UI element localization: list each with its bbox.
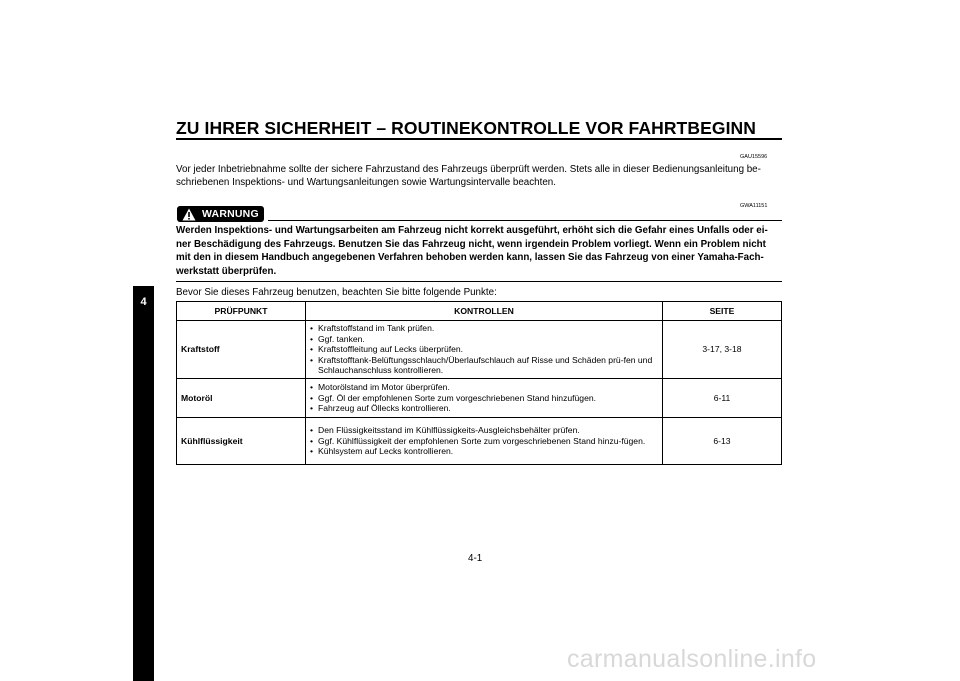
list-item: • Fahrzeug auf Öllecks kontrollieren. (310, 403, 658, 414)
check-controls (306, 378, 663, 417)
list-item: • Kraftstofftank-Belüftungsschlauch/Überlaufschlauch auf Risse und Schäden prü-fen und Schlauchanschluss kontrollieren. (310, 355, 658, 376)
list-item: • Ggf. Kühlflüssigkeit der empfohlenen Sorte zum vorgeschriebenen Stand hinzu-fügen. (310, 436, 658, 447)
intro-code: GAU15596 (740, 154, 768, 160)
table-row (177, 321, 782, 379)
warning-rule-bottom (176, 281, 782, 282)
warning-code: GWA11151 (740, 203, 768, 209)
table-row (177, 417, 782, 464)
warning-triangle-icon (182, 208, 196, 221)
intro-paragraph: Vor jeder Inbetriebnahme sollte der sichere Fahrzustand des Fahrzeugs überprüft werden. Stets alle in dieser Bedienungsanleitung be-schriebenen Inspektions- und Wartungsanleitungen sowie Wartungsintervalle beachten. (176, 164, 761, 188)
warning-text: Werden Inspektions- und Wartungsarbeiten am Fahrzeug nicht korrekt ausgeführt, erhöht sich die Gefahr eines Unfalls oder ei-ner Beschädigung des Fahrzeugs. Benutzen Sie das Fahrzeug nicht, wenn irgendein Problem vorliegt. Wenn ein Problem nicht mit den in diesem Handbuch angegebenen Verfahren behoben werden kann, lassen Sie das Fahrzeug von einer Yamaha-Fach-werkstatt überprüfen. (176, 225, 768, 277)
warning-badge (177, 206, 264, 222)
check-item: Kühlflüssigkeit (177, 417, 306, 464)
table-header-row (177, 302, 782, 321)
chapter-tab: 4 (133, 286, 154, 681)
table-row (177, 378, 782, 417)
checklist-table (176, 301, 782, 465)
check-item: Motoröl (177, 378, 306, 417)
list-item: • Kraftstoffstand im Tank prüfen. (310, 323, 658, 334)
check-controls (306, 321, 663, 379)
page-title: ZU IHRER SICHERHEIT – ROUTINEKONTROLLE VOR FAHRTBEGINN (176, 118, 757, 138)
check-controls (306, 417, 663, 464)
page-number: 4-1 (468, 553, 483, 564)
check-page: 6-11 (663, 378, 782, 417)
title-rule (176, 138, 782, 140)
warning-label: WARNUNG (202, 208, 259, 220)
list-item: • Ggf. Öl der empfohlenen Sorte zum vorgeschriebenen Stand hinzufügen. (310, 393, 658, 404)
list-item: • Motorölstand im Motor überprüfen. (310, 382, 658, 393)
warning-rule-top (268, 220, 782, 221)
list-item: • Den Flüssigkeitsstand im Kühlflüssigkeits-Ausgleichsbehälter prüfen. (310, 425, 658, 436)
list-item: • Kraftstoffleitung auf Lecks überprüfen. (310, 344, 658, 355)
check-page: 3-17, 3-18 (663, 321, 782, 379)
watermark: carmanualsonline.info (567, 645, 817, 673)
check-item: Kraftstoff (177, 321, 306, 379)
lead-text: Bevor Sie dieses Fahrzeug benutzen, beachten Sie bitte folgende Punkte: (176, 287, 497, 298)
header-kontrollen: KONTROLLEN (306, 302, 663, 321)
header-pruefpunkt: PRÜFPUNKT (177, 302, 306, 321)
check-page: 6-13 (663, 417, 782, 464)
list-item: • Kühlsystem auf Lecks kontrollieren. (310, 446, 658, 457)
header-seite: SEITE (663, 302, 782, 321)
list-item: • Ggf. tanken. (310, 334, 658, 345)
